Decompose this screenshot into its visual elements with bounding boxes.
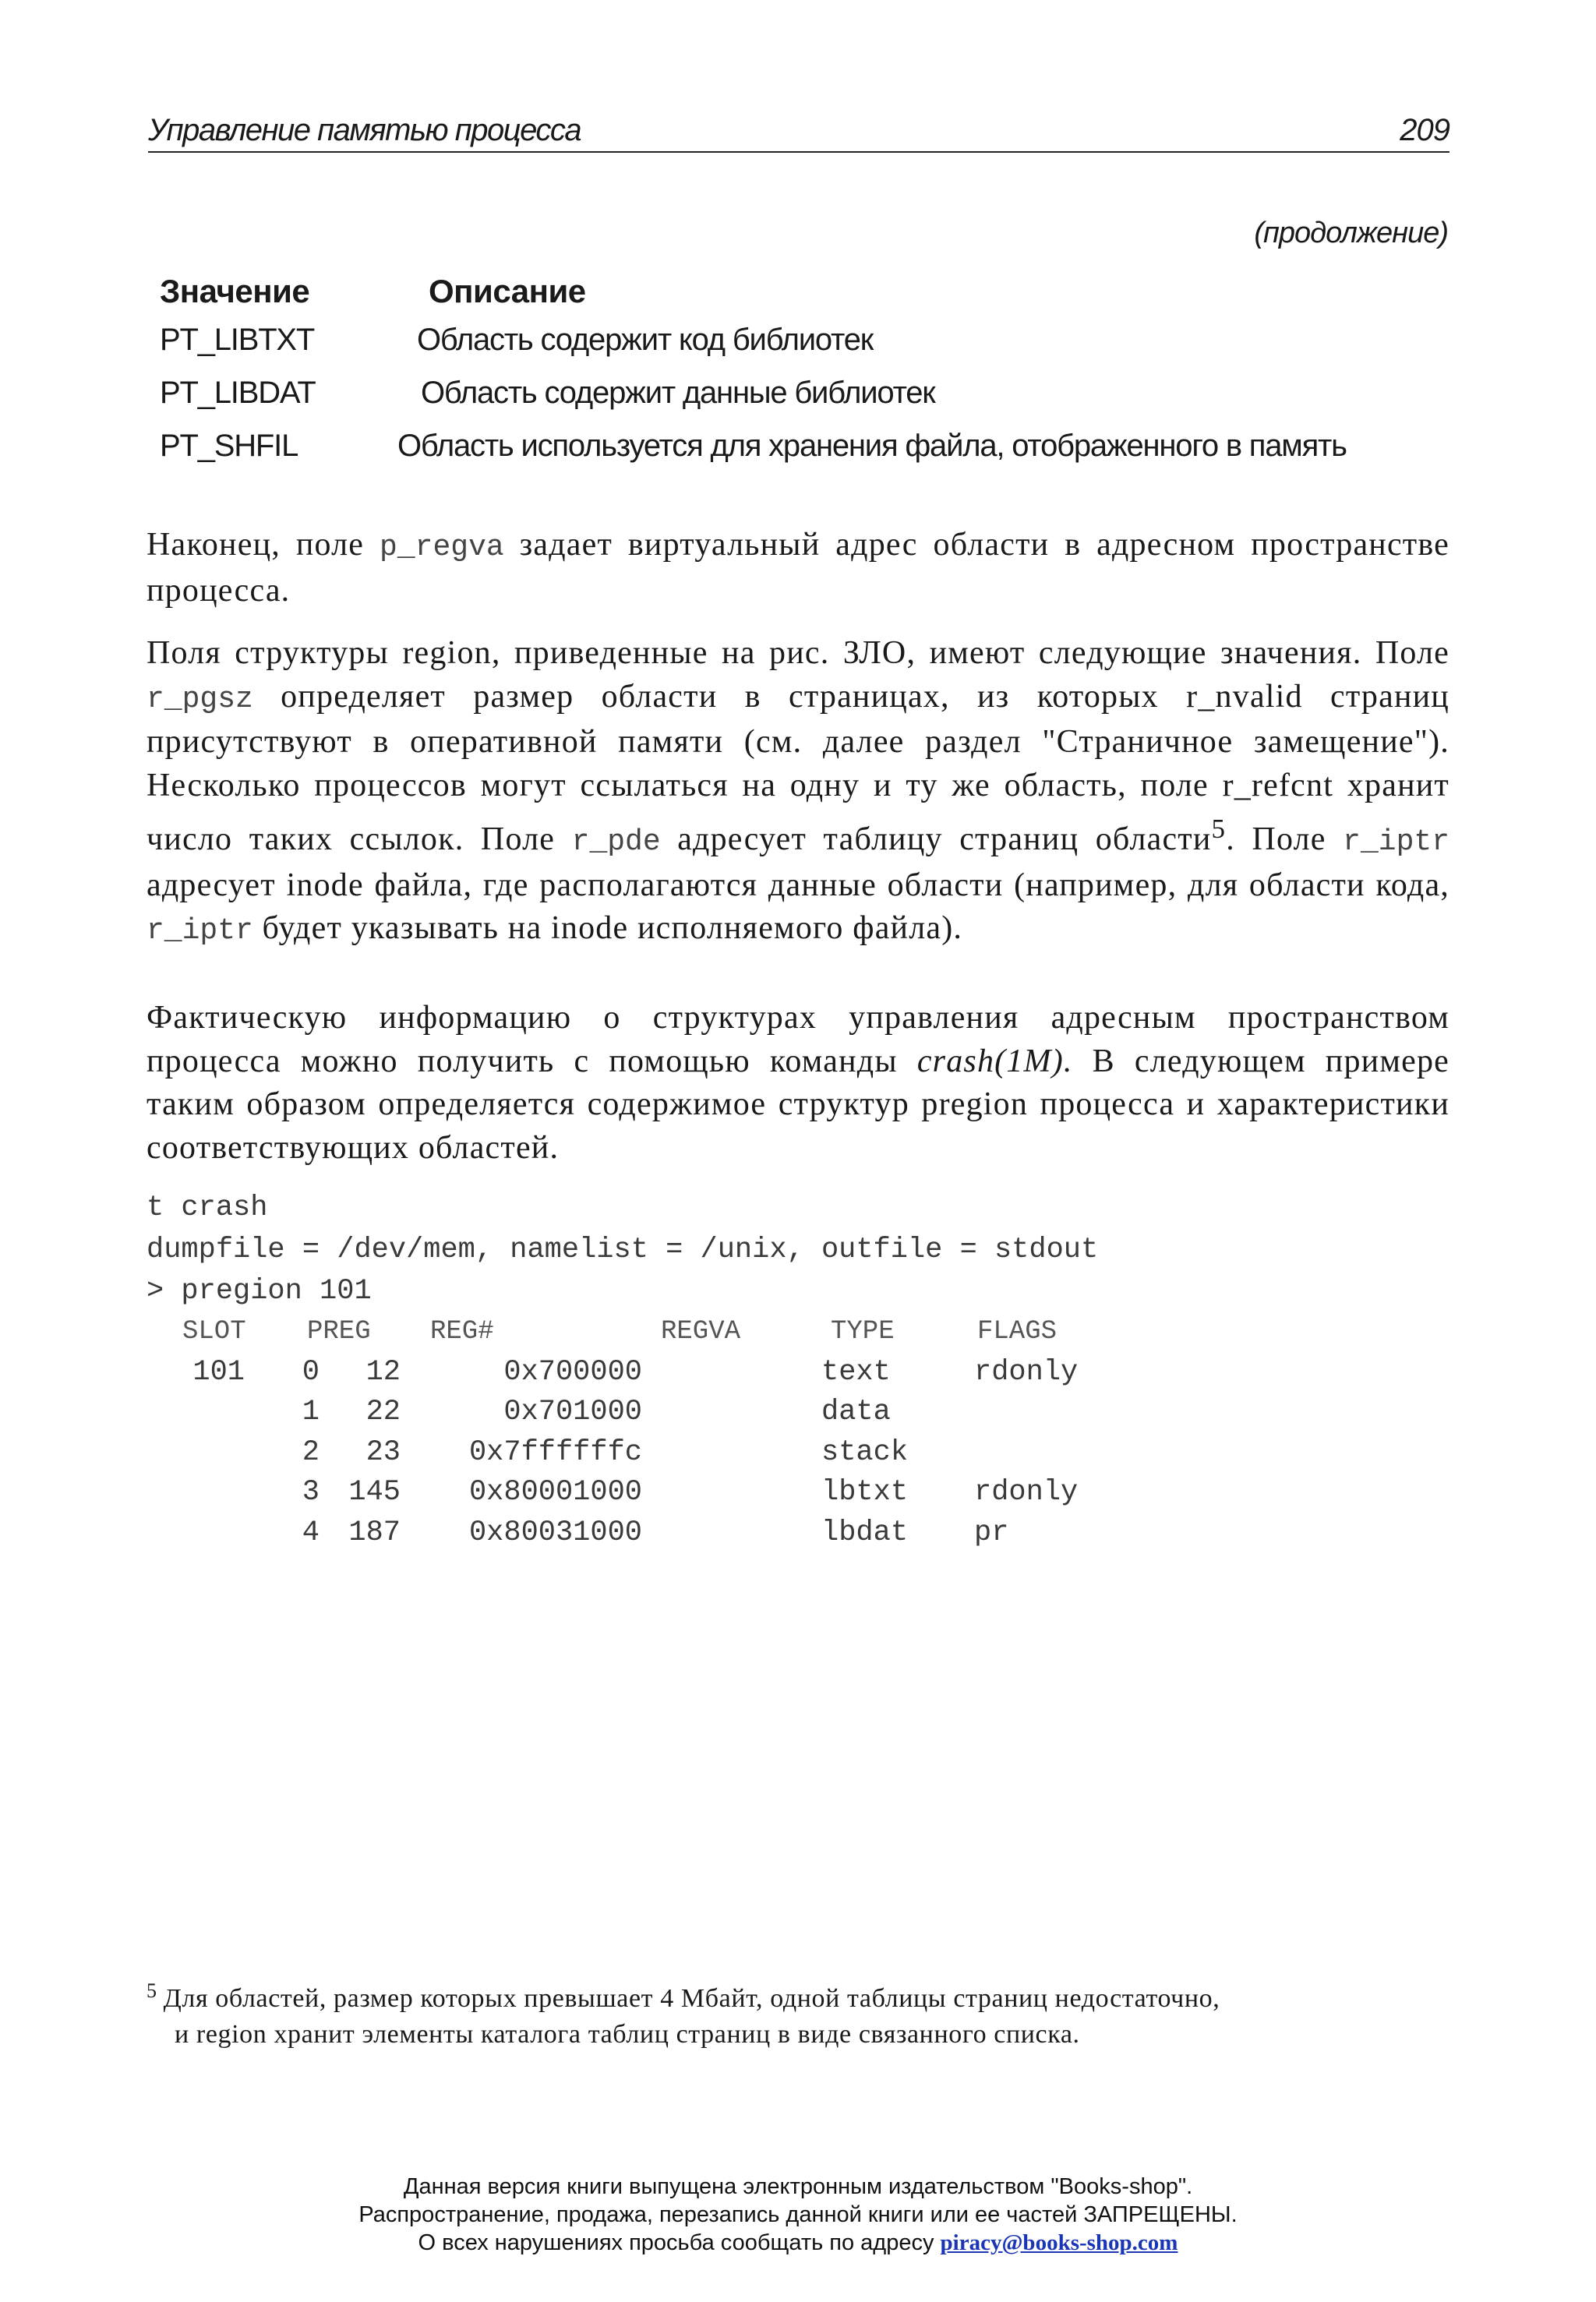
- paragraph-1: [147, 524, 1449, 613]
- footnote: [147, 1981, 1449, 2053]
- notice-text: О всех нарушениях просьба сообщать по адресу: [418, 2230, 941, 2255]
- pregion-table: [147, 1312, 1238, 1553]
- col-slot: SLOT: [182, 1317, 246, 1347]
- pregion-row: [147, 1513, 1238, 1554]
- col-reg: REG#: [430, 1317, 494, 1347]
- table-row: [160, 429, 1453, 482]
- reg-cell: 22: [365, 1396, 401, 1428]
- text-run: Наконец, поле: [147, 527, 380, 563]
- footnote-mark: 5: [147, 1979, 157, 2002]
- header-description: Описание: [429, 273, 586, 309]
- col-type: TYPE: [831, 1317, 895, 1347]
- description-cell: Область содержит данные библиотек: [421, 376, 935, 410]
- text-run: В следующем примере таким образом определяется содержимое структур pregion процесса и характеристики соответствующих областей.: [147, 1043, 1449, 1166]
- pregion-row: [147, 1353, 1238, 1393]
- flags-cell: rdonly: [974, 1355, 1079, 1389]
- footnote-line: и region хранит элементы каталога таблиц страниц в виде связанного списка.: [175, 2020, 1080, 2049]
- preg-cell: 3: [302, 1476, 320, 1509]
- copyright-notice: [0, 2173, 1596, 2257]
- header-value: Значение: [160, 273, 310, 309]
- code-line: dumpfile = /dev/mem, namelist = /unix, outfile = stdout: [147, 1233, 1099, 1266]
- table-row: [160, 376, 1453, 429]
- continuation-label: (продолжение): [1254, 217, 1448, 249]
- preg-cell: 0: [302, 1355, 320, 1389]
- col-regva: REGVA: [661, 1317, 741, 1347]
- text-run: адресует таблицу страниц области: [660, 821, 1212, 857]
- text-run: Фактическую информацию о структурах управления адресным пространством процесса можно получить с помощью команды: [147, 1000, 1449, 1079]
- regva-cell: 0x700000: [503, 1355, 642, 1389]
- paragraph-2: [147, 632, 1449, 953]
- type-cell: stack: [821, 1435, 909, 1469]
- reg-cell: 23: [365, 1435, 401, 1469]
- notice-line: Данная версия книги выпущена электронным издательством "Books-shop".: [403, 2174, 1193, 2199]
- code-run: r_iptr: [147, 914, 253, 948]
- pregion-row: [147, 1433, 1238, 1474]
- code-line: > pregion 101: [147, 1275, 372, 1308]
- reg-cell: 145: [348, 1476, 401, 1509]
- preg-cell: 4: [302, 1516, 320, 1549]
- type-cell: data: [821, 1396, 891, 1428]
- type-cell: text: [821, 1355, 891, 1389]
- running-header: [148, 111, 1449, 153]
- text-run: задает виртуальный адрес области в адресном пространстве процесса.: [147, 527, 1449, 609]
- code-run: r_pgsz: [147, 682, 253, 716]
- value-table: [160, 273, 1453, 482]
- pregion-header-row: [147, 1312, 1238, 1353]
- notice-line: [0, 2229, 1596, 2257]
- code-run: r_pde: [571, 825, 661, 859]
- regva-cell: 0x80001000: [468, 1476, 642, 1509]
- text-run: Поля структуры region, приведенные на рис. ЗЛО, имеют следующие значения. Поле: [147, 635, 1449, 671]
- value-cell: PT_LIBTXT: [160, 323, 315, 357]
- reg-cell: 12: [365, 1355, 401, 1389]
- col-flags: FLAGS: [977, 1317, 1058, 1347]
- regva-cell: 0x701000: [503, 1396, 642, 1428]
- type-cell: lbtxt: [821, 1476, 909, 1509]
- pregion-row: [147, 1393, 1238, 1433]
- description-cell: Область содержит код библиотек: [417, 323, 874, 357]
- value-cell: PT_SHFIL: [160, 429, 298, 463]
- slot-cell: 101: [192, 1355, 245, 1389]
- preg-cell: 1: [302, 1396, 320, 1428]
- regva-cell: 0x7ffffffc: [468, 1435, 642, 1469]
- piracy-email-link[interactable]: piracy@books-shop.com: [940, 2230, 1178, 2255]
- footnote-ref: 5: [1211, 814, 1227, 844]
- description-cell: Область используется для хранения файла, отображенного в память: [397, 429, 1347, 463]
- code-run: p_regva: [380, 531, 504, 564]
- value-cell: PT_LIBDAT: [160, 376, 316, 410]
- type-cell: lbdat: [821, 1516, 909, 1549]
- paragraph-3: [147, 997, 1449, 1170]
- notice-line: Распространение, продажа, перезапись данной книги или ее частей ЗАПРЕЩЕНЫ.: [358, 2202, 1238, 2227]
- text-run: адресует inode файла, где располагаются данные области (например, для области кода,: [147, 867, 1449, 903]
- preg-cell: 2: [302, 1435, 320, 1469]
- code-block: [147, 1188, 1449, 1549]
- value-table-header: [160, 273, 1453, 323]
- pregion-row: [147, 1473, 1238, 1513]
- text-run: определяет размер области в страницах, из которых r_nvalid страниц присутствуют в оперативной памяти (см. далее раздел "Страничное замещение"). Несколько процессов могут ссылаться на одну и ту же область, поле r_refcnt хранит число таких ссылок. Поле: [147, 678, 1449, 857]
- text-run: будет указывать на inode исполняемого файла).: [252, 910, 963, 946]
- code-run: r_iptr: [1343, 825, 1449, 859]
- flags-cell: rdonly: [974, 1476, 1079, 1509]
- table-row: [160, 323, 1453, 376]
- reg-cell: 187: [348, 1516, 401, 1549]
- footnote-line: Для областей, размер которых превышает 4 Мбайт, одной таблицы страниц недостаточно,: [163, 1984, 1220, 2013]
- regva-cell: 0x80031000: [468, 1516, 642, 1549]
- chapter-title: Управление памятью процесса: [148, 113, 581, 147]
- flags-cell: pr: [974, 1516, 1009, 1549]
- page-number: 209: [1400, 113, 1449, 147]
- code-line: t crash: [147, 1192, 268, 1224]
- italic-run: crash(1M).: [916, 1043, 1073, 1079]
- text-run: . Поле: [1226, 821, 1344, 857]
- col-preg: PREG: [307, 1317, 371, 1347]
